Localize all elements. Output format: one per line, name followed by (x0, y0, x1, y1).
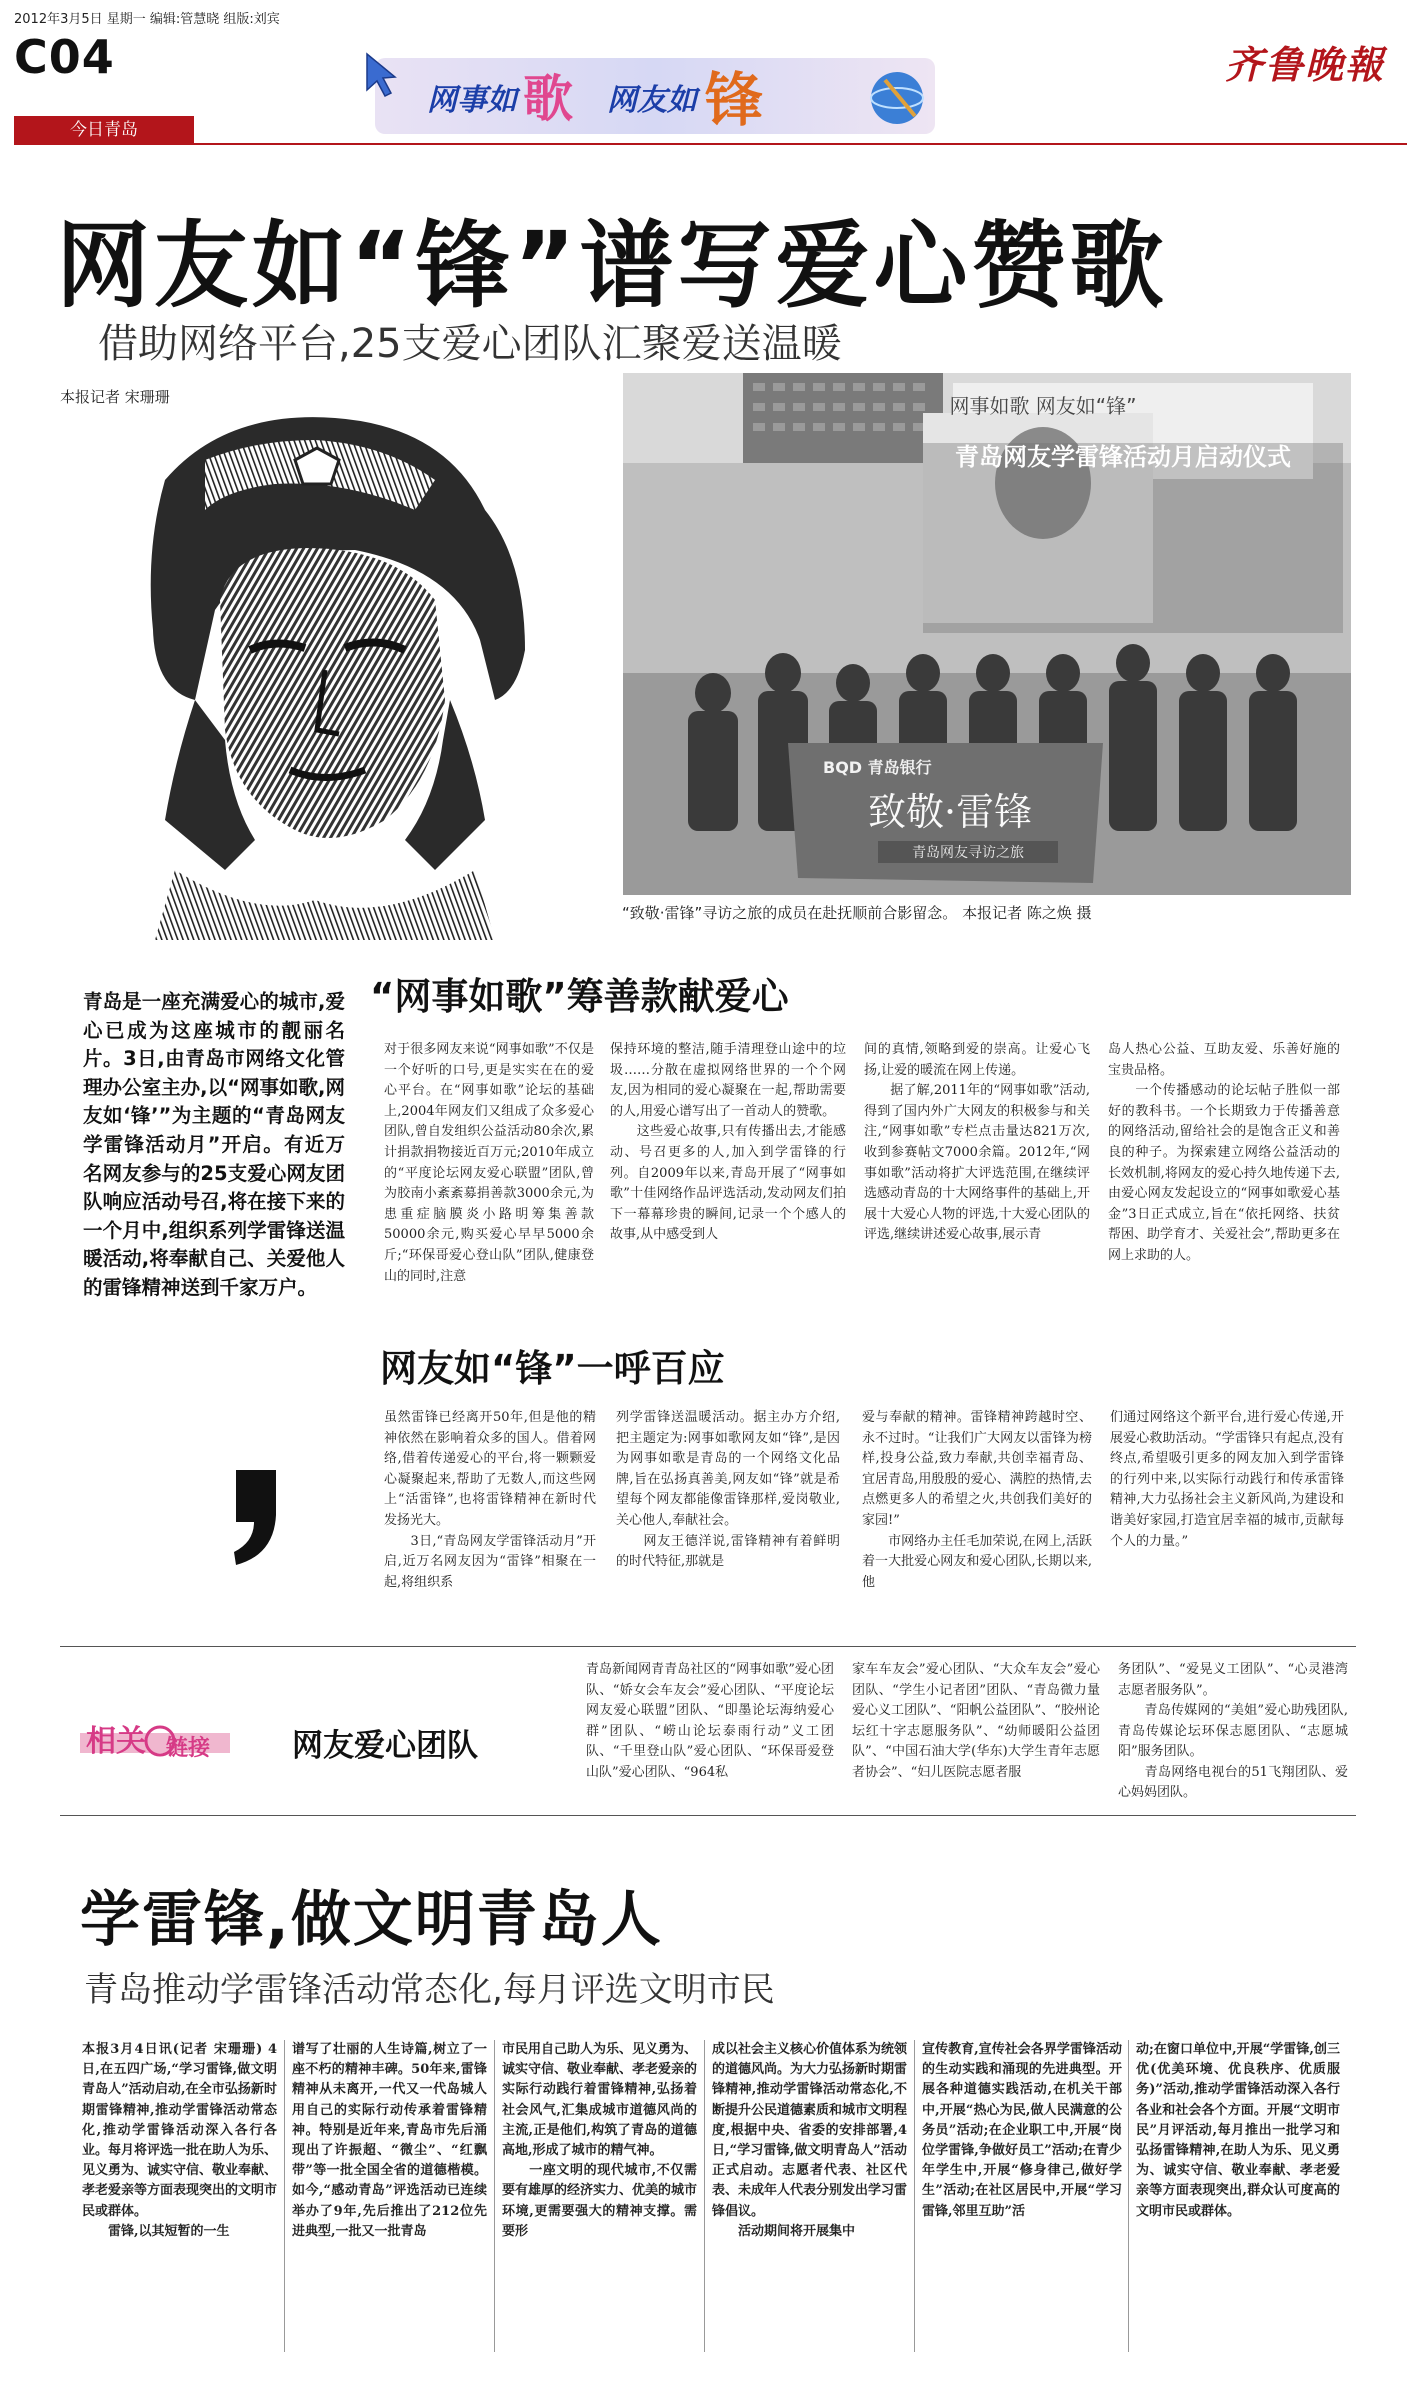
photo-flag-sub: 青岛网友寻访之旅 (912, 845, 1024, 861)
related-tag-1: 相关 (86, 1724, 146, 1759)
second-headline: 学雷锋,做文明青岛人 (80, 1885, 663, 1955)
section-label: 今日青岛 (14, 116, 194, 144)
photo-flag-main: 致敬·雷锋 (868, 790, 1033, 834)
column-divider (494, 2040, 495, 2352)
lei-feng-portrait (55, 400, 580, 940)
section2-column-2: 列学雷锋送温暖活动。据主办方介绍,把主题定为:网事如歌网友如“锋”,是因为网事如歌是青岛的一个网络文化品牌,旨在弘扬真善美,网友如“锋”就是希望每个网友都能像雷锋那样,爱岗敬业,关心他人,奉献社会。 网友王德洋说,雷锋精神有着鲜明的时代特征,那就是 (616, 1410, 840, 1570)
section2-column-4: 们通过网络这个新平台,进行爱心传递,开展爱心救助活动。“学雷锋只有起点,没有终点,希望吸引更多的网友加入到学雷锋的行列中来,以实际行动践行和传承雷锋精神,大力弘扬社会主义新风尚,为建设和谐美好家园,打造宜居幸福的城市,贡献每个人的力量。” (1110, 1410, 1344, 1549)
subhead-response: 网友如“锋”一呼百应 (380, 1347, 725, 1390)
quote-mark-icon (216, 1460, 286, 1570)
photo-banner-text: 青岛网友学雷锋活动月启动仪式 (955, 443, 1291, 471)
column-divider (914, 2040, 915, 2352)
divider-related-top (60, 1646, 1356, 1647)
banner-left-big: 歌 (523, 70, 573, 128)
related-tag-2: 链接 (166, 1736, 211, 1761)
section1-column-3: 间的真情,领略到爱的崇高。让爱心飞扬,让爱的暖流在网上传递。 据了解,2011年的“网事如歌”活动,得到了国内外广大网友的积极参与和关注,“网事如歌”专栏点击量达821万次,收到参赛帖文7000余篇。2012年,“网事如歌”活动将扩大评选范围,在继续评选感动青岛的十大网络事件的基础上,开展十大爱心人物的评选,十大爱心团队的评选,继续讲述爱心故事,展示青 (864, 1042, 1090, 1243)
section2-column-3: 爱与奉献的精神。雷锋精神跨越时空、永不过时。“让我们广大网友以雷锋为榜样,投身公益,致力奉献,共创幸福青岛、宜居青岛,用殷殷的爱心、满腔的热情,去点燃更多人的希望之火,共创我们美好的家园!” 市网络办主任毛加荣说,在网上,活跃着一大批爱心网友和爱心团队,长期以来,他 (862, 1410, 1092, 1590)
divider-related-bottom (60, 1815, 1356, 1816)
second-subheadline: 青岛推动学雷锋活动常态化,每月评选文明市民 (84, 1970, 775, 2010)
column-divider (284, 2040, 285, 2352)
related-column-3: 务团队”、“爱晃义工团队”、“心灵港湾志愿者服务队”。 青岛传媒网的“美姐”爱心助残团队,青岛传媒论坛环保志愿团队、“志愿城阳”服务团队。 青岛网络电视台的51飞翔团队、爱心妈妈团队。 (1118, 1662, 1348, 1800)
header-rule (14, 143, 1407, 145)
globe-icon (871, 72, 923, 124)
related-title: 网友爱心团队 (292, 1728, 478, 1764)
photo-banner-top: 网事如歌 网友如“锋” (949, 394, 1137, 418)
story2-column-4: 成以社会主义核心价值体系为统领的道德风尚。为大力弘扬新时期雷锋精神,推动学雷锋活动常态化,不断提升公民道德素质和城市文明程度,根据中央、省委的安排部署,4日,“学习雷锋,做文明青岛人”活动正式启动。志愿者代表、社区代表、未成年人代表分别发出学习雷锋倡议。 活动期间将开展集中 (712, 2042, 908, 2239)
column-divider (704, 2040, 705, 2352)
banner-left-text: 网事如 (427, 83, 517, 118)
subheadline: 借助网络平台,25支爱心团队汇聚爱送温暖 (98, 321, 842, 367)
issue-meta: 2012年3月5日 星期一 编辑:管慧晓 组版:刘宾 (14, 12, 280, 27)
section2-column-1: 虽然雷锋已经离开50年,但是他的精神依然在影响着众多的国人。借着网络,借着传递爱心的平台,将一颗颗爱心凝聚起来,帮助了无数人,而这些网上“活雷锋”,也将雷锋精神在新时代发扬光大。 3日,“青岛网友学雷锋活动月”开启,近万名网友因为“雷锋”相聚在一起,将组织系 (384, 1410, 596, 1590)
page-number: C04 (14, 30, 115, 84)
section1-column-4: 岛人热心公益、互助友爱、乐善好施的宝贵品格。 一个传播感动的论坛帖子胜似一部好的教科书。一个长期致力于传播善意的网络活动,留给社会的是饱含正义和善良的种子。为探索建立网络公益活动的长效机制,将网友的爱心持久地传递下去,由爱心网友发起设立的“网事如歌爱心基金”3日正式成立,旨在“依托网络、扶贫帮困、助学育才、关爱社会”,帮助更多在网上求助的人。 (1108, 1042, 1340, 1263)
column-banner (355, 50, 955, 142)
related-column-1: 青岛新闻网青青岛社区的“网事如歌”爱心团队、“娇女会车友会”爱心团队、“平度论坛网友爱心联盟”团队、“即墨论坛海纳爱心群”团队、“崂山论坛泰雨行动”义工团队、“千里登山队”爱心团队、“环保哥爱登山队”爱心团队、“964私 (586, 1662, 834, 1780)
story2-column-1: 本报3月4日讯(记者 宋珊珊) 4日,在五四广场,“学习雷锋,做文明青岛人”活动启动,在全市弘扬新时期雷锋精神,推动学雷锋活动常态化,推动学雷锋活动深入各行各业。每月将评选一批在助人为乐、见义勇为、诚实守信、敬业奉献、孝老爱亲等方面表现突出的文明市民或群体。 雷锋,以其短暂的一生 (82, 2042, 278, 2239)
section1-column-2: 保持环境的整洁,随手清理登山途中的垃圾……分散在虚拟网络世界的一个个网友,因为相同的爱心凝聚在一起,帮助需要的人,用爱心谱写出了一首动人的赞歌。 这些爱心故事,只有传播出去,才能感动、号召更多的人,加入到学雷锋的行列。自2009年以来,青岛开展了“网事如歌”十佳网络作品评选活动,发动网友们拍下一幕幕珍贵的瞬间,记录一个个感人的故事,从中感受到人 (610, 1042, 846, 1243)
column-divider (1128, 2040, 1129, 2352)
headline: 网友如“锋”谱写爱心赞歌 (56, 212, 1168, 321)
story2-column-3: 市民用自己助人为乐、见义勇为、诚实守信、敬业奉献、孝老爱亲的实际行动践行着雷锋精神,弘扬着社会风气,汇集成城市道德风尚的主流,正是他们,构筑了青岛的道德高地,形成了城市的精气神。 一座文明的现代城市,不仅需要有雄厚的经济实力、优美的城市环境,更需要强大的精神支撑。需要形 (502, 2042, 698, 2239)
photo-caption: “致敬·雷锋”寻访之旅的成员在赴抚顺前合影留念。 本报记者 陈之焕 摄 (622, 904, 1092, 922)
group-photo (623, 373, 1351, 895)
byline: 本报记者 宋珊珊 (60, 388, 170, 406)
subhead-fundraising: “网事如歌”筹善款献爱心 (370, 975, 789, 1018)
banner-right-big: 锋 (705, 66, 764, 134)
story2-column-2: 谱写了壮丽的人生诗篇,树立了一座不朽的精神丰碑。50年来,雷锋精神从未离开,一代又一代岛城人用自己的实际行动传承着雷锋精神。特别是近年来,青岛市先后涌现出了许振超、“微尘”、“红飘带”等一批全国全省的道德楷模。如今,“感动青岛”评选活动已连续举办了9年,先后推出了212位先进典型,一批又一批青岛 (292, 2042, 487, 2239)
banner-right-text: 网友如 (607, 83, 697, 118)
related-link-tag (80, 1697, 260, 1787)
story2-column-6: 动;在窗口单位中,开展“学雷锋,创三优(优美环境、优良秩序、优质服务)”活动,推动学雷锋活动深入各行各业和社会各个方面。开展“文明市民”月评活动,每月推出一批学习和弘扬雷锋精神,在助人为乐、见义勇为、诚实守信、敬业奉献、孝老爱亲等方面表现突出,群众认可度高的文明市民或群体。 (1136, 2042, 1340, 2219)
lead-paragraph: 青岛是一座充满爱心的城市,爱心已成为这座城市的靓丽名片。3日,由青岛市网络文化管理办公室主办,以“网事如歌,网友如‘锋’”为主题的“青岛网友学雷锋活动月”开启。有近万名网友参与的25支爱心网友团队响应活动号召,将在接下来的一个月中,组织系列学雷锋送温暖活动,将奉献自己、关爱他人的雷锋精神送到千家万户。 (83, 990, 345, 1299)
newspaper-logo: 齐鲁晚報 (1225, 42, 1386, 87)
related-column-2: 家车车友会”爱心团队、“大众车友会”爱心团队、“学生小记者团”团队、“青岛微力量爱心义工团队”、“阳帆公益团队”、“胶州论坛红十字志愿服务队”、“幼师暖阳公益团队”、“中国石油大学(华东)大学生青年志愿者协会”、“妇儿医院志愿者服 (852, 1662, 1100, 1780)
photo-flag-logo: BQD 青岛银行 (823, 758, 932, 777)
section1-column-1: 对于很多网友来说“网事如歌”不仅是一个好听的口号,更是实实在在的爱心平台。在“网事如歌”论坛的基础上,2004年网友们又组成了众多爱心团队,曾自发组织公益活动80余次,累计捐款捐物接近百万元;2010年成立的“平度论坛网友爱心联盟”团队,曾为胶南小紊紊募捐善款3000余元,为患重症脑膜炎小路明筹集善款50000余元,购买爱心早早5000余斤;“环保哥爱心登山队”团队,健康登山的同时,注意 (384, 1042, 594, 1284)
story2-column-5: 宣传教育,宣传社会各界学雷锋活动的生动实践和涌现的先进典型。开展各种道德实践活动,在机关干部中,开展“热心为民,做人民满意的公务员”活动;在企业职工中,开展“岗位学雷锋,争做好员工”活动;在青少年学生中,开展“修身律己,做好学生”活动;在社区居民中,开展“学习雷锋,邻里互助”活 (922, 2042, 1122, 2219)
